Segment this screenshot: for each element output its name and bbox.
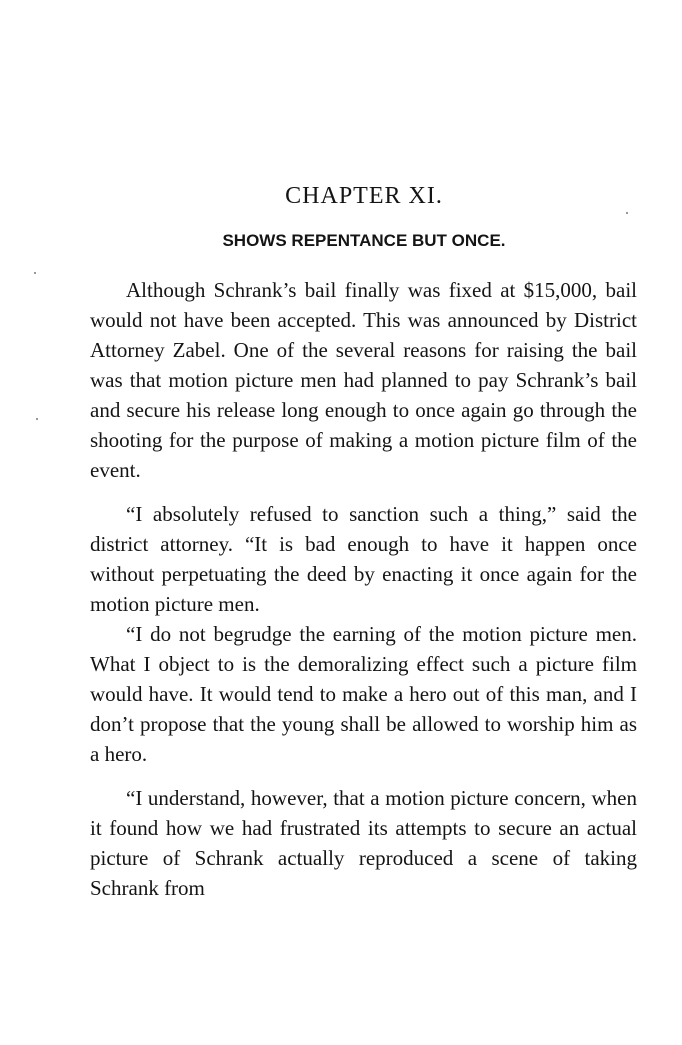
body-text (90, 275, 637, 903)
chapter-subtitle: SHOWS REPENTANCE BUT ONCE. (222, 231, 506, 250)
paragraph: “I absolutely refused to sanction such a thing,” said the district attorney. “It is bad enough to have it happen once without perpetuating the deed by enacting it once again for the motion picture men. (90, 502, 637, 616)
paragraph: “I understand, however, that a motion picture concern, when it found how we had frustrated its attempts to secure an actual picture of Schrank actually reproduced a scene of taking Schrank from (90, 786, 637, 900)
paragraph: Although Schrank’s bail finally was fixed at $15,000, bail would not have been accepted. This was announced by District Attorney Zabel. One of the several reasons for raising the bail was that motion picture men had planned to pay Schrank’s bail and secure his release long enough to once again go through the shooting for the purpose of making a motion picture film of the event. (90, 278, 637, 482)
scan-speck (36, 418, 38, 420)
chapter-title: CHAPTER XI. (285, 183, 443, 209)
paragraph: “I do not begrudge the earning of the motion picture men. What I object to is the demoralizing effect such a picture film would have. It would tend to make a hero out of this man, and I don’t propose that the young shall be allowed to worship him as a hero. (90, 622, 637, 766)
scan-speck (626, 212, 628, 214)
scan-speck (34, 272, 36, 274)
